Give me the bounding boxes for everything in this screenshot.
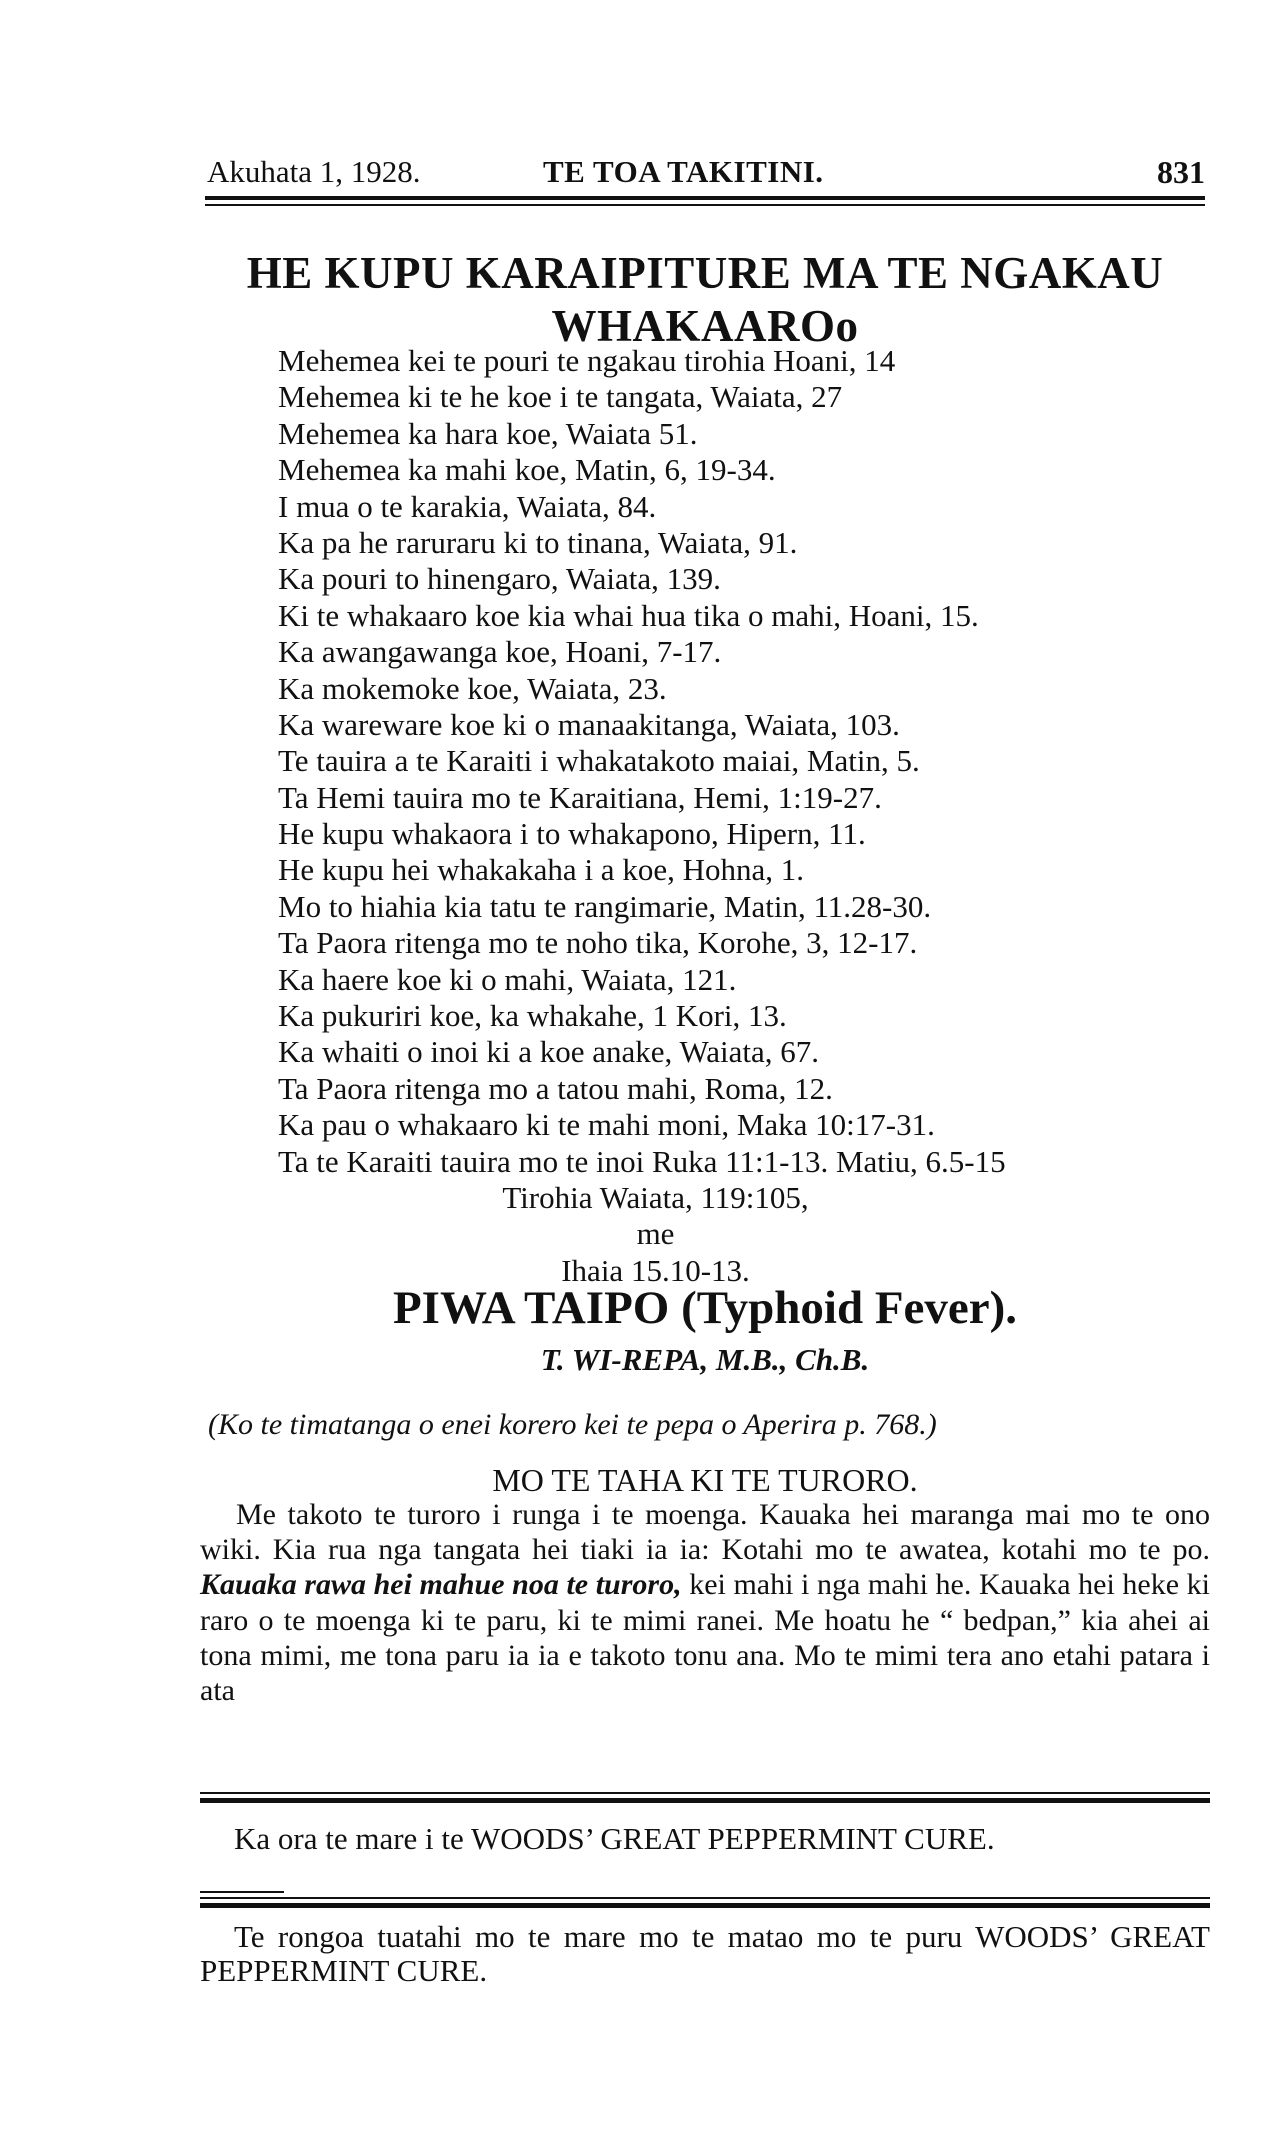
reference-item: Ka pau o whakaaro ki te mahi moni, Maka 10:17-31. [278,1107,935,1143]
running-header [205,150,1205,194]
closing-reference: Tirohia Waiata, 119:105, [502,1179,809,1215]
reference-item: Ka whaiti o inoi ki a koe anake, Waiata, 67. [278,1034,819,1070]
reference-item: Ka haere koe ki o mahi, Waiata, 121. [278,961,737,997]
reference-item: Ta Hemi tauira mo te Karaitiana, Hemi, 1:19-27. [278,779,882,815]
paragraph-text: Me takoto te turoro i runga i te moenga. Kauaka hei maranga mai mo te ono wiki. Kia rua nga tangata hei tiaki ia ia: Kotahi mo te awatea, kotahi mo te po. [200,1498,1210,1567]
reference-item: Ka wareware koe ki o manaakitanga, Waiata, 103. [278,706,900,742]
reference-item: Ka pukuriri koe, ka whakahe, 1 Kori, 13. [278,998,787,1034]
ad-divider [200,1792,1210,1794]
reference-item: Ka mokemoke koe, Waiata, 23. [278,670,667,706]
header-rule-thin [205,204,1205,206]
article-paragraph [200,1497,1210,1708]
reference-item: Mehemea ka hara koe, Waiata 51. [278,415,698,451]
issue-date: Akuhata 1, 1928. [207,154,421,189]
reference-item: Mo to hiahia kia tatu te rangimarie, Matin, 11.28-30. [278,888,932,924]
article-subheading: MO TE TAHA KI TE TURORO. [492,1462,918,1498]
reference-item: Ta Paora ritenga mo te noho tika, Korohe, 3, 12-17. [278,925,918,961]
paragraph-emphasis: Kauaka rawa hei mahue noa te turoro, [200,1568,682,1602]
publication-title: TE TOA TAKITINI. [543,154,824,189]
reference-item: Mehemea kei te pouri te ngakau tirohia Hoani, 14 [278,343,896,378]
reference-item: Ka pa he raruraru ki to tinana, Waiata, 91. [278,524,798,560]
closing-conjunction: me [636,1216,675,1252]
ad-underline [200,1891,284,1893]
reference-item: Mehemea ka mahi koe, Matin, 6, 19-34. [278,452,776,488]
reference-item: Ka awangawanga koe, Hoani, 7-17. [278,634,722,670]
ad-divider-thick [200,1903,1210,1908]
reference-item: Ki te whakaaro koe kia whai hua tika o mahi, Hoani, 15. [278,597,979,633]
reference-item: Ka pouri to hinengaro, Waiata, 139. [278,561,721,597]
reference-item: He kupu hei whakakaha i a koe, Hohna, 1. [278,852,804,888]
article-title: PIWA TAIPO (Typhoid Fever). [392,1282,1018,1334]
paragraph-text: kei mahi i nga mahi he. Kauaka hei heke ki raro o te moenga ki te paru, ki te mimi ranei. Me hoatu he “ bedpan,” kia ahei ai tona mimi, me tona paru ia ia e takoto tonu ana. Mo te mimi tera ano etahi patara i ata [200,1568,1210,1708]
scripture-section-title: HE KUPU KARAIPITURE MA TE NGAKAU WHAKAAROo [246,248,1164,351]
reference-item: Te tauira a te Karaiti i whakatakoto maiai, Matin, 5. [278,743,920,779]
header-rule [205,196,1205,200]
ad-divider-thick [200,1798,1210,1803]
advertisement: Te rongoa tuatahi mo te mare mo te matao mo te puru WOODS’ GREAT PEPPERMINT CURE. [200,1919,1210,1988]
page-number: 831 [1157,154,1205,190]
reference-item: Ta te Karaiti tauira mo te inoi Ruka 11:1-13. Matiu, 6.5-15 [278,1143,1006,1179]
reference-item: I mua o te karakia, Waiata, 84. [278,488,657,524]
closing-reference: Ihaia 15.10-13. [561,1252,750,1288]
reference-item: He kupu whakaora i to whakapono, Hipern, 11. [278,816,866,852]
article-note: (Ko te timatanga o enei korero kei te pepa o Aperira p. 768.) [208,1408,937,1441]
reference-item: Mehemea ki te he koe i te tangata, Waiata, 27 [278,379,843,415]
reference-item: Ta Paora ritenga mo a tatou mahi, Roma, 12. [278,1070,833,1106]
advertisement: Ka ora te mare i te WOODS’ GREAT PEPPERMINT CURE. [234,1821,995,1856]
article-author: T. WI-REPA, M.B., Ch.B. [540,1342,870,1377]
ad-divider [200,1897,1210,1899]
scripture-reference-list [278,343,1218,1289]
